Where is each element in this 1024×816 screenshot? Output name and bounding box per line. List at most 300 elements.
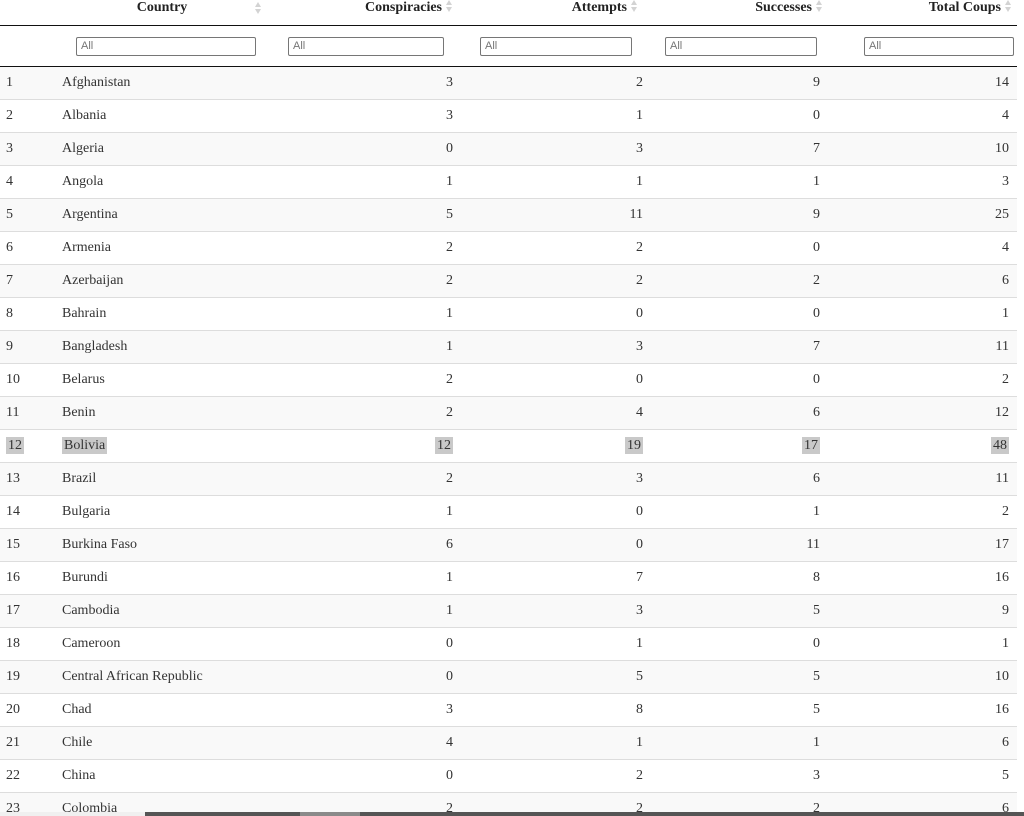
- cell-successes-value: 0: [813, 372, 820, 387]
- header-index: [0, 0, 56, 26]
- table-row[interactable]: [0, 628, 1017, 661]
- cell-successes: [643, 661, 828, 694]
- cell-country-value: Bulgaria: [62, 504, 111, 519]
- cell-successes-value: 3: [813, 768, 820, 783]
- cell-attempts-value: 2: [636, 768, 643, 783]
- cell-index: [0, 694, 56, 727]
- cell-attempts-value: 1: [636, 108, 643, 123]
- cell-total-coups: [828, 529, 1017, 562]
- sort-icon[interactable]: [446, 0, 452, 12]
- cell-attempts: [458, 397, 643, 430]
- cell-total-coups-value: 16: [995, 702, 1009, 717]
- cell-index: [0, 727, 56, 760]
- cell-attempts-value: 1: [636, 636, 643, 651]
- cell-successes-value: 7: [813, 339, 820, 354]
- cell-country: [56, 463, 268, 496]
- cell-index-value: 2: [6, 108, 13, 123]
- cell-country-value: Angola: [62, 174, 104, 189]
- cell-total-coups: [828, 628, 1017, 661]
- cell-attempts: [458, 100, 643, 133]
- header-attempts[interactable]: [458, 0, 643, 26]
- cell-conspiracies-value: 1: [446, 504, 453, 519]
- cell-total-coups-value: 9: [1002, 603, 1009, 618]
- cell-index-value: 20: [6, 702, 20, 717]
- cell-country: [56, 232, 268, 265]
- cell-successes: [643, 562, 828, 595]
- header-conspiracies[interactable]: [268, 0, 458, 26]
- filter-total-cell: [828, 26, 1017, 67]
- cell-successes-value: 0: [813, 240, 820, 255]
- cell-attempts-value: 7: [636, 570, 643, 585]
- cell-conspiracies: [268, 397, 458, 430]
- cell-country-value: Algeria: [62, 141, 104, 156]
- cell-conspiracies-value: 1: [446, 306, 453, 321]
- cell-conspiracies-value: 2: [446, 801, 453, 812]
- filter-successes-input[interactable]: [665, 37, 817, 56]
- cell-successes: [643, 694, 828, 727]
- cell-conspiracies-value: 1: [446, 174, 453, 189]
- cell-conspiracies: [268, 265, 458, 298]
- cell-conspiracies-value: 0: [446, 669, 453, 684]
- cell-country: [56, 67, 268, 100]
- table-row[interactable]: [0, 496, 1017, 529]
- table-row[interactable]: [0, 331, 1017, 364]
- cell-successes: [643, 232, 828, 265]
- cell-attempts: [458, 694, 643, 727]
- cell-index: [0, 199, 56, 232]
- cell-total-coups-value: 10: [995, 669, 1009, 684]
- cell-country-value: Afghanistan: [62, 75, 131, 90]
- sort-icon[interactable]: [816, 0, 822, 12]
- cell-conspiracies-value: 1: [446, 339, 453, 354]
- cell-country: [56, 628, 268, 661]
- cell-country: [56, 430, 268, 463]
- cell-conspiracies-value: 5: [446, 207, 453, 222]
- cell-attempts: [458, 529, 643, 562]
- cell-country-value: Colombia: [62, 801, 118, 812]
- cell-successes: [643, 364, 828, 397]
- cell-conspiracies-value: 4: [446, 735, 453, 750]
- cell-attempts: [458, 760, 643, 793]
- sort-icon[interactable]: [1005, 0, 1011, 12]
- cell-conspiracies-value: 3: [446, 75, 453, 90]
- cell-attempts-value: 3: [636, 141, 643, 156]
- cell-successes: [643, 595, 828, 628]
- table-row[interactable]: [0, 694, 1017, 727]
- cell-attempts: [458, 199, 643, 232]
- cell-index: [0, 595, 56, 628]
- table-row[interactable]: [0, 265, 1017, 298]
- cell-total-coups: [828, 67, 1017, 100]
- table-row[interactable]: [0, 298, 1017, 331]
- table-row[interactable]: [0, 529, 1017, 562]
- table-row[interactable]: [0, 463, 1017, 496]
- filter-total-coups-input[interactable]: [864, 37, 1014, 56]
- header-attempts-label: Attempts: [571, 0, 627, 15]
- table-row[interactable]: [0, 595, 1017, 628]
- cell-conspiracies: [268, 331, 458, 364]
- cell-country: [56, 397, 268, 430]
- cell-successes-value: 5: [813, 702, 820, 717]
- table-row[interactable]: [0, 133, 1017, 166]
- cell-attempts-value: 2: [636, 75, 643, 90]
- cell-index-value: 11: [6, 405, 20, 420]
- cell-total-coups-value: 1: [1002, 306, 1009, 321]
- cell-successes-value: 9: [813, 75, 820, 90]
- table-row[interactable]: [0, 661, 1017, 694]
- cell-successes-value: 8: [813, 570, 820, 585]
- table-body: [0, 67, 1017, 813]
- cell-conspiracies: [268, 694, 458, 727]
- cell-total-coups: [828, 331, 1017, 364]
- table-row[interactable]: [0, 100, 1017, 133]
- cell-index-value: 23: [6, 801, 20, 812]
- cell-index: [0, 397, 56, 430]
- cell-conspiracies-value: 3: [446, 702, 453, 717]
- table-row[interactable]: [0, 397, 1017, 430]
- cell-attempts-value: 3: [636, 471, 643, 486]
- cell-country-value: Bolivia: [64, 438, 106, 453]
- cell-successes-value: 1: [813, 504, 820, 519]
- cell-country: [56, 562, 268, 595]
- cell-total-coups-value: 6: [1002, 735, 1009, 750]
- filter-successes-cell: [643, 26, 828, 67]
- header-row: [0, 0, 1017, 26]
- cell-country-value: Benin: [62, 405, 96, 420]
- cell-successes: [643, 265, 828, 298]
- cell-country-value: Belarus: [62, 372, 105, 387]
- cell-total-coups-value: 17: [995, 537, 1009, 552]
- cell-total-coups-value: 14: [995, 75, 1009, 90]
- cell-attempts: [458, 331, 643, 364]
- filter-attempts-cell: [458, 26, 643, 67]
- cell-total-coups: [828, 430, 1017, 463]
- table-row[interactable]: [0, 793, 1017, 813]
- cell-attempts: [458, 133, 643, 166]
- cell-successes-value: 5: [813, 603, 820, 618]
- cell-conspiracies: [268, 628, 458, 661]
- cell-conspiracies-value: 2: [446, 273, 453, 288]
- cell-total-coups-value: 6: [1002, 801, 1009, 812]
- cell-country: [56, 100, 268, 133]
- cell-successes-value: 0: [813, 306, 820, 321]
- cell-index: [0, 793, 56, 813]
- cell-index: [0, 463, 56, 496]
- filter-row: [0, 26, 1017, 67]
- cell-successes-value: 1: [813, 735, 820, 750]
- cell-index-value: 21: [6, 735, 20, 750]
- cell-successes: [643, 430, 828, 463]
- scrollbar-thumb[interactable]: [145, 812, 1024, 816]
- cell-attempts: [458, 628, 643, 661]
- table-row[interactable]: [0, 166, 1017, 199]
- cell-attempts-value: 3: [636, 603, 643, 618]
- cell-index: [0, 430, 56, 463]
- table-row[interactable]: [0, 760, 1017, 793]
- cell-successes: [643, 397, 828, 430]
- cell-country: [56, 133, 268, 166]
- scrollbar-thumb-highlight[interactable]: [300, 812, 360, 816]
- cell-index-value: 6: [6, 240, 13, 255]
- filter-index-cell: [0, 26, 56, 67]
- cell-successes-value: 17: [804, 438, 818, 453]
- cell-attempts: [458, 364, 643, 397]
- cell-successes-value: 6: [813, 405, 820, 420]
- cell-attempts: [458, 166, 643, 199]
- cell-successes-value: 11: [806, 537, 820, 552]
- horizontal-scrollbar[interactable]: [0, 812, 1024, 816]
- cell-country: [56, 727, 268, 760]
- cell-successes: [643, 298, 828, 331]
- cell-successes-value: 5: [813, 669, 820, 684]
- cell-total-coups-value: 10: [995, 141, 1009, 156]
- cell-conspiracies: [268, 430, 458, 463]
- cell-index: [0, 331, 56, 364]
- cell-attempts-value: 0: [636, 306, 643, 321]
- cell-country-value: Argentina: [62, 207, 118, 222]
- cell-index-value: 1: [6, 75, 13, 90]
- cell-attempts-value: 2: [636, 273, 643, 288]
- cell-country-value: Armenia: [62, 240, 111, 255]
- cell-attempts-value: 0: [636, 537, 643, 552]
- cell-index-value: 13: [6, 471, 20, 486]
- cell-successes: [643, 793, 828, 813]
- cell-conspiracies: [268, 463, 458, 496]
- cell-conspiracies: [268, 67, 458, 100]
- table-header: [0, 0, 1017, 67]
- cell-attempts-value: 8: [636, 702, 643, 717]
- cell-index-value: 16: [6, 570, 20, 585]
- cell-country-value: Bangladesh: [62, 339, 128, 354]
- cell-total-coups-value: 4: [1002, 240, 1009, 255]
- cell-attempts: [458, 232, 643, 265]
- cell-attempts: [458, 298, 643, 331]
- cell-total-coups: [828, 397, 1017, 430]
- cell-conspiracies: [268, 364, 458, 397]
- cell-index: [0, 232, 56, 265]
- cell-conspiracies: [268, 793, 458, 813]
- cell-country-value: China: [62, 768, 96, 783]
- cell-index: [0, 364, 56, 397]
- cell-index-value: 4: [6, 174, 13, 189]
- cell-attempts-value: 4: [636, 405, 643, 420]
- cell-country-value: Azerbaijan: [62, 273, 124, 288]
- filter-country-input[interactable]: [76, 37, 256, 56]
- cell-conspiracies: [268, 496, 458, 529]
- cell-country: [56, 496, 268, 529]
- cell-successes: [643, 166, 828, 199]
- cell-index-value: 19: [6, 669, 20, 684]
- cell-attempts-value: 0: [636, 504, 643, 519]
- cell-country: [56, 529, 268, 562]
- cell-conspiracies: [268, 760, 458, 793]
- cell-conspiracies: [268, 133, 458, 166]
- sort-icon[interactable]: [255, 2, 261, 14]
- table-row[interactable]: [0, 364, 1017, 397]
- cell-attempts: [458, 463, 643, 496]
- cell-total-coups-value: 5: [1002, 768, 1009, 783]
- cell-country-value: Cambodia: [62, 603, 120, 618]
- cell-total-coups: [828, 727, 1017, 760]
- cell-successes: [643, 760, 828, 793]
- cell-total-coups-value: 2: [1002, 372, 1009, 387]
- cell-total-coups: [828, 100, 1017, 133]
- cell-total-coups-value: 11: [995, 471, 1009, 486]
- cell-conspiracies: [268, 232, 458, 265]
- cell-successes-value: 0: [813, 108, 820, 123]
- cell-attempts: [458, 67, 643, 100]
- cell-total-coups-value: 12: [995, 405, 1009, 420]
- cell-attempts-value: 1: [636, 735, 643, 750]
- cell-index: [0, 760, 56, 793]
- cell-conspiracies-value: 2: [446, 471, 453, 486]
- cell-attempts: [458, 265, 643, 298]
- cell-total-coups: [828, 661, 1017, 694]
- cell-attempts-value: 11: [629, 207, 643, 222]
- cell-country: [56, 694, 268, 727]
- cell-index-value: 9: [6, 339, 13, 354]
- cell-conspiracies-value: 0: [446, 768, 453, 783]
- cell-index: [0, 298, 56, 331]
- cell-index: [0, 100, 56, 133]
- cell-successes: [643, 100, 828, 133]
- cell-total-coups: [828, 562, 1017, 595]
- table-row[interactable]: [0, 67, 1017, 100]
- header-total-coups[interactable]: [828, 0, 1017, 26]
- cell-successes-value: 6: [813, 471, 820, 486]
- header-total-coups-label: Total Coups: [928, 0, 1001, 15]
- cell-successes: [643, 529, 828, 562]
- cell-attempts-value: 3: [636, 339, 643, 354]
- cell-successes-value: 0: [813, 636, 820, 651]
- table-row[interactable]: [0, 430, 1017, 463]
- cell-country: [56, 199, 268, 232]
- header-successes[interactable]: [643, 0, 828, 26]
- cell-country: [56, 166, 268, 199]
- cell-attempts: [458, 661, 643, 694]
- cell-total-coups: [828, 364, 1017, 397]
- cell-attempts: [458, 562, 643, 595]
- cell-total-coups-value: 1: [1002, 636, 1009, 651]
- filter-conspiracies-cell: [268, 26, 458, 67]
- cell-attempts-value: 0: [636, 372, 643, 387]
- cell-successes-value: 2: [813, 273, 820, 288]
- header-conspiracies-label: Conspiracies: [365, 0, 442, 15]
- cell-total-coups: [828, 595, 1017, 628]
- cell-total-coups: [828, 199, 1017, 232]
- cell-successes: [643, 463, 828, 496]
- cell-successes: [643, 67, 828, 100]
- cell-index: [0, 529, 56, 562]
- cell-conspiracies-value: 2: [446, 372, 453, 387]
- cell-attempts: [458, 595, 643, 628]
- cell-index-value: 17: [6, 603, 20, 618]
- filter-attempts-input[interactable]: [480, 37, 632, 56]
- cell-index: [0, 496, 56, 529]
- cell-conspiracies-value: 1: [446, 570, 453, 585]
- table-row[interactable]: [0, 199, 1017, 232]
- header-country-label: Country: [136, 0, 188, 15]
- cell-conspiracies: [268, 595, 458, 628]
- cell-index-value: 18: [6, 636, 20, 651]
- cell-attempts-value: 1: [636, 174, 643, 189]
- cell-conspiracies: [268, 199, 458, 232]
- cell-total-coups-value: 11: [995, 339, 1009, 354]
- cell-country: [56, 331, 268, 364]
- cell-conspiracies: [268, 100, 458, 133]
- filter-conspiracies-input[interactable]: [288, 37, 444, 56]
- table-row[interactable]: [0, 727, 1017, 760]
- cell-index-value: 3: [6, 141, 13, 156]
- cell-index-value: 12: [8, 438, 22, 453]
- cell-total-coups-value: 25: [995, 207, 1009, 222]
- cell-successes: [643, 727, 828, 760]
- table-row[interactable]: [0, 232, 1017, 265]
- cell-country-value: Chile: [62, 735, 93, 750]
- cell-country: [56, 298, 268, 331]
- cell-attempts-value: 2: [636, 801, 643, 812]
- cell-attempts: [458, 793, 643, 813]
- cell-total-coups: [828, 694, 1017, 727]
- cell-total-coups-value: 6: [1002, 273, 1009, 288]
- cell-attempts: [458, 727, 643, 760]
- cell-index: [0, 265, 56, 298]
- cell-country-value: Bahrain: [62, 306, 107, 321]
- cell-conspiracies: [268, 166, 458, 199]
- cell-country: [56, 793, 268, 813]
- cell-conspiracies: [268, 562, 458, 595]
- cell-total-coups-value: 48: [993, 438, 1007, 453]
- cell-attempts-value: 19: [627, 438, 641, 453]
- table-row[interactable]: [0, 562, 1017, 595]
- cell-country-value: Burkina Faso: [62, 537, 138, 552]
- cell-total-coups-value: 4: [1002, 108, 1009, 123]
- cell-index-value: 22: [6, 768, 20, 783]
- cell-index-value: 7: [6, 273, 13, 288]
- cell-attempts: [458, 496, 643, 529]
- cell-successes-value: 9: [813, 207, 820, 222]
- cell-country-value: Albania: [62, 108, 107, 123]
- cell-total-coups: [828, 793, 1017, 813]
- header-country[interactable]: [56, 0, 268, 26]
- cell-conspiracies-value: 2: [446, 405, 453, 420]
- cell-conspiracies-value: 0: [446, 636, 453, 651]
- cell-index: [0, 628, 56, 661]
- cell-country-value: Brazil: [62, 471, 97, 486]
- cell-index: [0, 67, 56, 100]
- cell-index: [0, 133, 56, 166]
- cell-index-value: 5: [6, 207, 13, 222]
- cell-index: [0, 166, 56, 199]
- cell-country-value: Chad: [62, 702, 92, 717]
- cell-index: [0, 661, 56, 694]
- cell-successes-value: 1: [813, 174, 820, 189]
- cell-country: [56, 595, 268, 628]
- cell-total-coups: [828, 463, 1017, 496]
- cell-attempts-value: 5: [636, 669, 643, 684]
- cell-conspiracies-value: 6: [446, 537, 453, 552]
- sort-icon[interactable]: [631, 0, 637, 12]
- cell-total-coups: [828, 133, 1017, 166]
- cell-conspiracies-value: 12: [437, 438, 451, 453]
- cell-country: [56, 265, 268, 298]
- cell-successes: [643, 496, 828, 529]
- cell-country-value: Burundi: [62, 570, 108, 585]
- cell-country-value: Cameroon: [62, 636, 121, 651]
- filter-country-cell: [56, 26, 268, 67]
- cell-total-coups-value: 2: [1002, 504, 1009, 519]
- cell-successes: [643, 628, 828, 661]
